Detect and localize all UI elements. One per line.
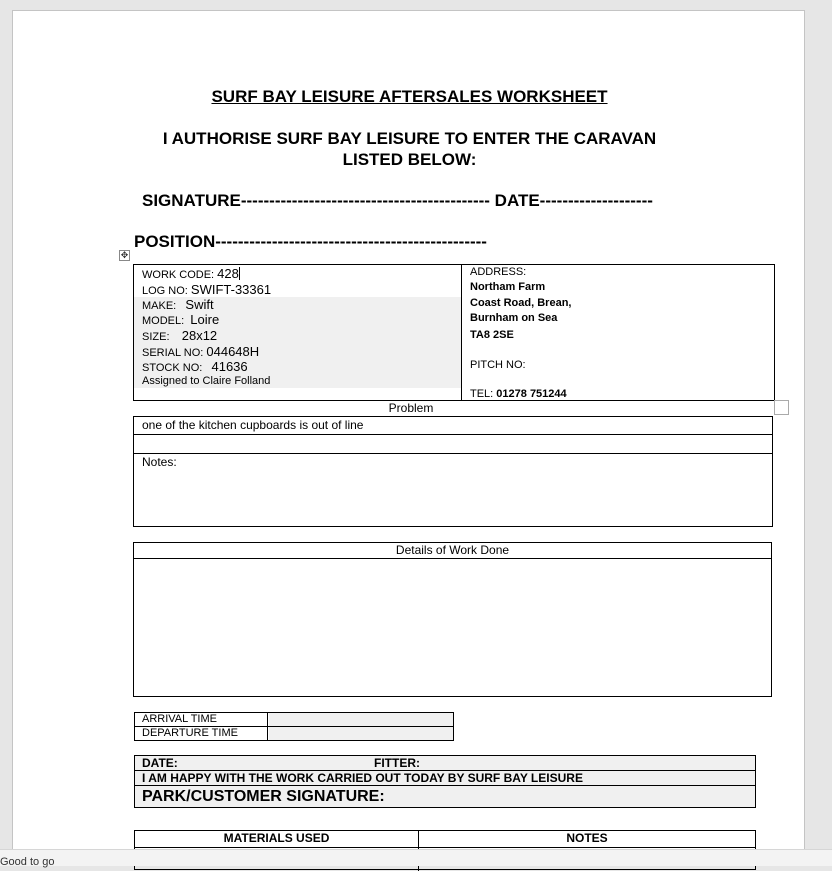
customer-signature-row[interactable] (135, 786, 755, 807)
serial-row[interactable] (142, 344, 259, 359)
authorisation-statement (13, 128, 806, 170)
status-bar (0, 849, 832, 866)
customer-signature-label: PARK/CUSTOMER SIGNATURE: (142, 788, 385, 805)
notes-header: NOTES (566, 831, 608, 845)
satisfaction-statement: I AM HAPPY WITH THE WORK CARRIED OUT TODAY BY SURF BAY LEISURE (142, 771, 583, 785)
notes-label: Notes: (142, 455, 177, 469)
header-divider (135, 847, 755, 848)
work-code-row[interactable] (142, 266, 240, 281)
make-label: MAKE: (142, 300, 186, 312)
authorisation-line-2: LISTED BELOW: (342, 150, 477, 169)
arrival-time-label: ARRIVAL TIME (135, 713, 268, 726)
document-title: SURF BAY LEISURE AFTERSALES WORKSHEET (211, 87, 608, 106)
make-row[interactable] (142, 297, 214, 312)
log-no-label: LOG NO: (142, 285, 191, 297)
address-line-2: Coast Road, Brean, (470, 297, 572, 309)
address-postcode: TA8 2SE (470, 329, 514, 341)
size-label: SIZE: (142, 331, 182, 343)
tel-label: TEL: (470, 388, 497, 400)
problem-table (133, 416, 773, 527)
assigned-row[interactable]: Assigned to Claire Folland (142, 375, 271, 387)
address-line-3: Burnham on Sea (470, 312, 558, 324)
date-fitter-row[interactable] (135, 756, 755, 771)
stock-row[interactable] (142, 359, 248, 374)
address-label: ADDRESS: (470, 266, 527, 278)
make-value: Swift (185, 297, 214, 312)
pitch-no-label: PITCH NO: (470, 359, 526, 371)
work-done-cell[interactable] (134, 559, 771, 696)
stock-label: STOCK NO: (142, 362, 212, 374)
authorisation-line-1: I AUTHORISE SURF BAY LEISURE TO ENTER THE CARAVAN (162, 129, 657, 148)
signature-date-line: SIGNATURE-------------------------------------------- DATE-------------------- (142, 191, 653, 210)
materials-used-header: MATERIALS USED (223, 831, 330, 845)
arrival-time-field[interactable] (269, 713, 453, 726)
problem-blank-cell[interactable] (134, 435, 772, 454)
stock-value: 41636 (211, 359, 248, 374)
address-line-1: Northam Farm (470, 281, 546, 293)
caravan-info-table (133, 264, 775, 401)
work-done-table (133, 542, 772, 697)
table-move-handle-icon[interactable]: ✥ (120, 250, 129, 260)
text-cursor (239, 267, 240, 280)
date-label: DATE: (142, 756, 178, 770)
work-code-value: 428 (217, 266, 239, 281)
log-no-value: SWIFT-33361 (190, 282, 272, 297)
departure-time-row (135, 727, 453, 740)
departure-time-field[interactable] (269, 727, 453, 740)
satisfaction-row[interactable] (135, 771, 755, 786)
serial-label: SERIAL NO: (142, 347, 207, 359)
size-row[interactable] (142, 328, 217, 343)
time-table (134, 712, 454, 741)
fitter-label: FITTER: (374, 756, 420, 770)
problem-heading: Problem (388, 401, 434, 415)
table-resize-handle[interactable] (774, 400, 789, 415)
signoff-table (134, 755, 756, 808)
log-no-row[interactable] (142, 282, 271, 297)
telephone-row (470, 388, 567, 400)
status-text: Good to go (0, 856, 55, 868)
address-cell[interactable] (470, 265, 770, 400)
work-code-label: WORK CODE: (142, 269, 218, 281)
position-line: POSITION------------------------------------------------ (134, 232, 487, 251)
arrival-time-row (135, 713, 453, 727)
problem-description: one of the kitchen cupboards is out of line (142, 418, 364, 432)
serial-value: 044648H (206, 344, 260, 359)
tel-value: 01278 751244 (496, 388, 567, 400)
work-done-heading: Details of Work Done (134, 543, 771, 559)
problem-description-cell[interactable] (134, 417, 772, 435)
model-row[interactable] (142, 312, 219, 327)
model-label: MODEL: (142, 315, 191, 327)
departure-time-label: DEPARTURE TIME (135, 727, 268, 740)
model-value: Loire (190, 312, 220, 327)
caravan-details-cell[interactable] (134, 265, 462, 400)
size-value: 28x12 (181, 328, 218, 343)
document-page (12, 10, 805, 850)
